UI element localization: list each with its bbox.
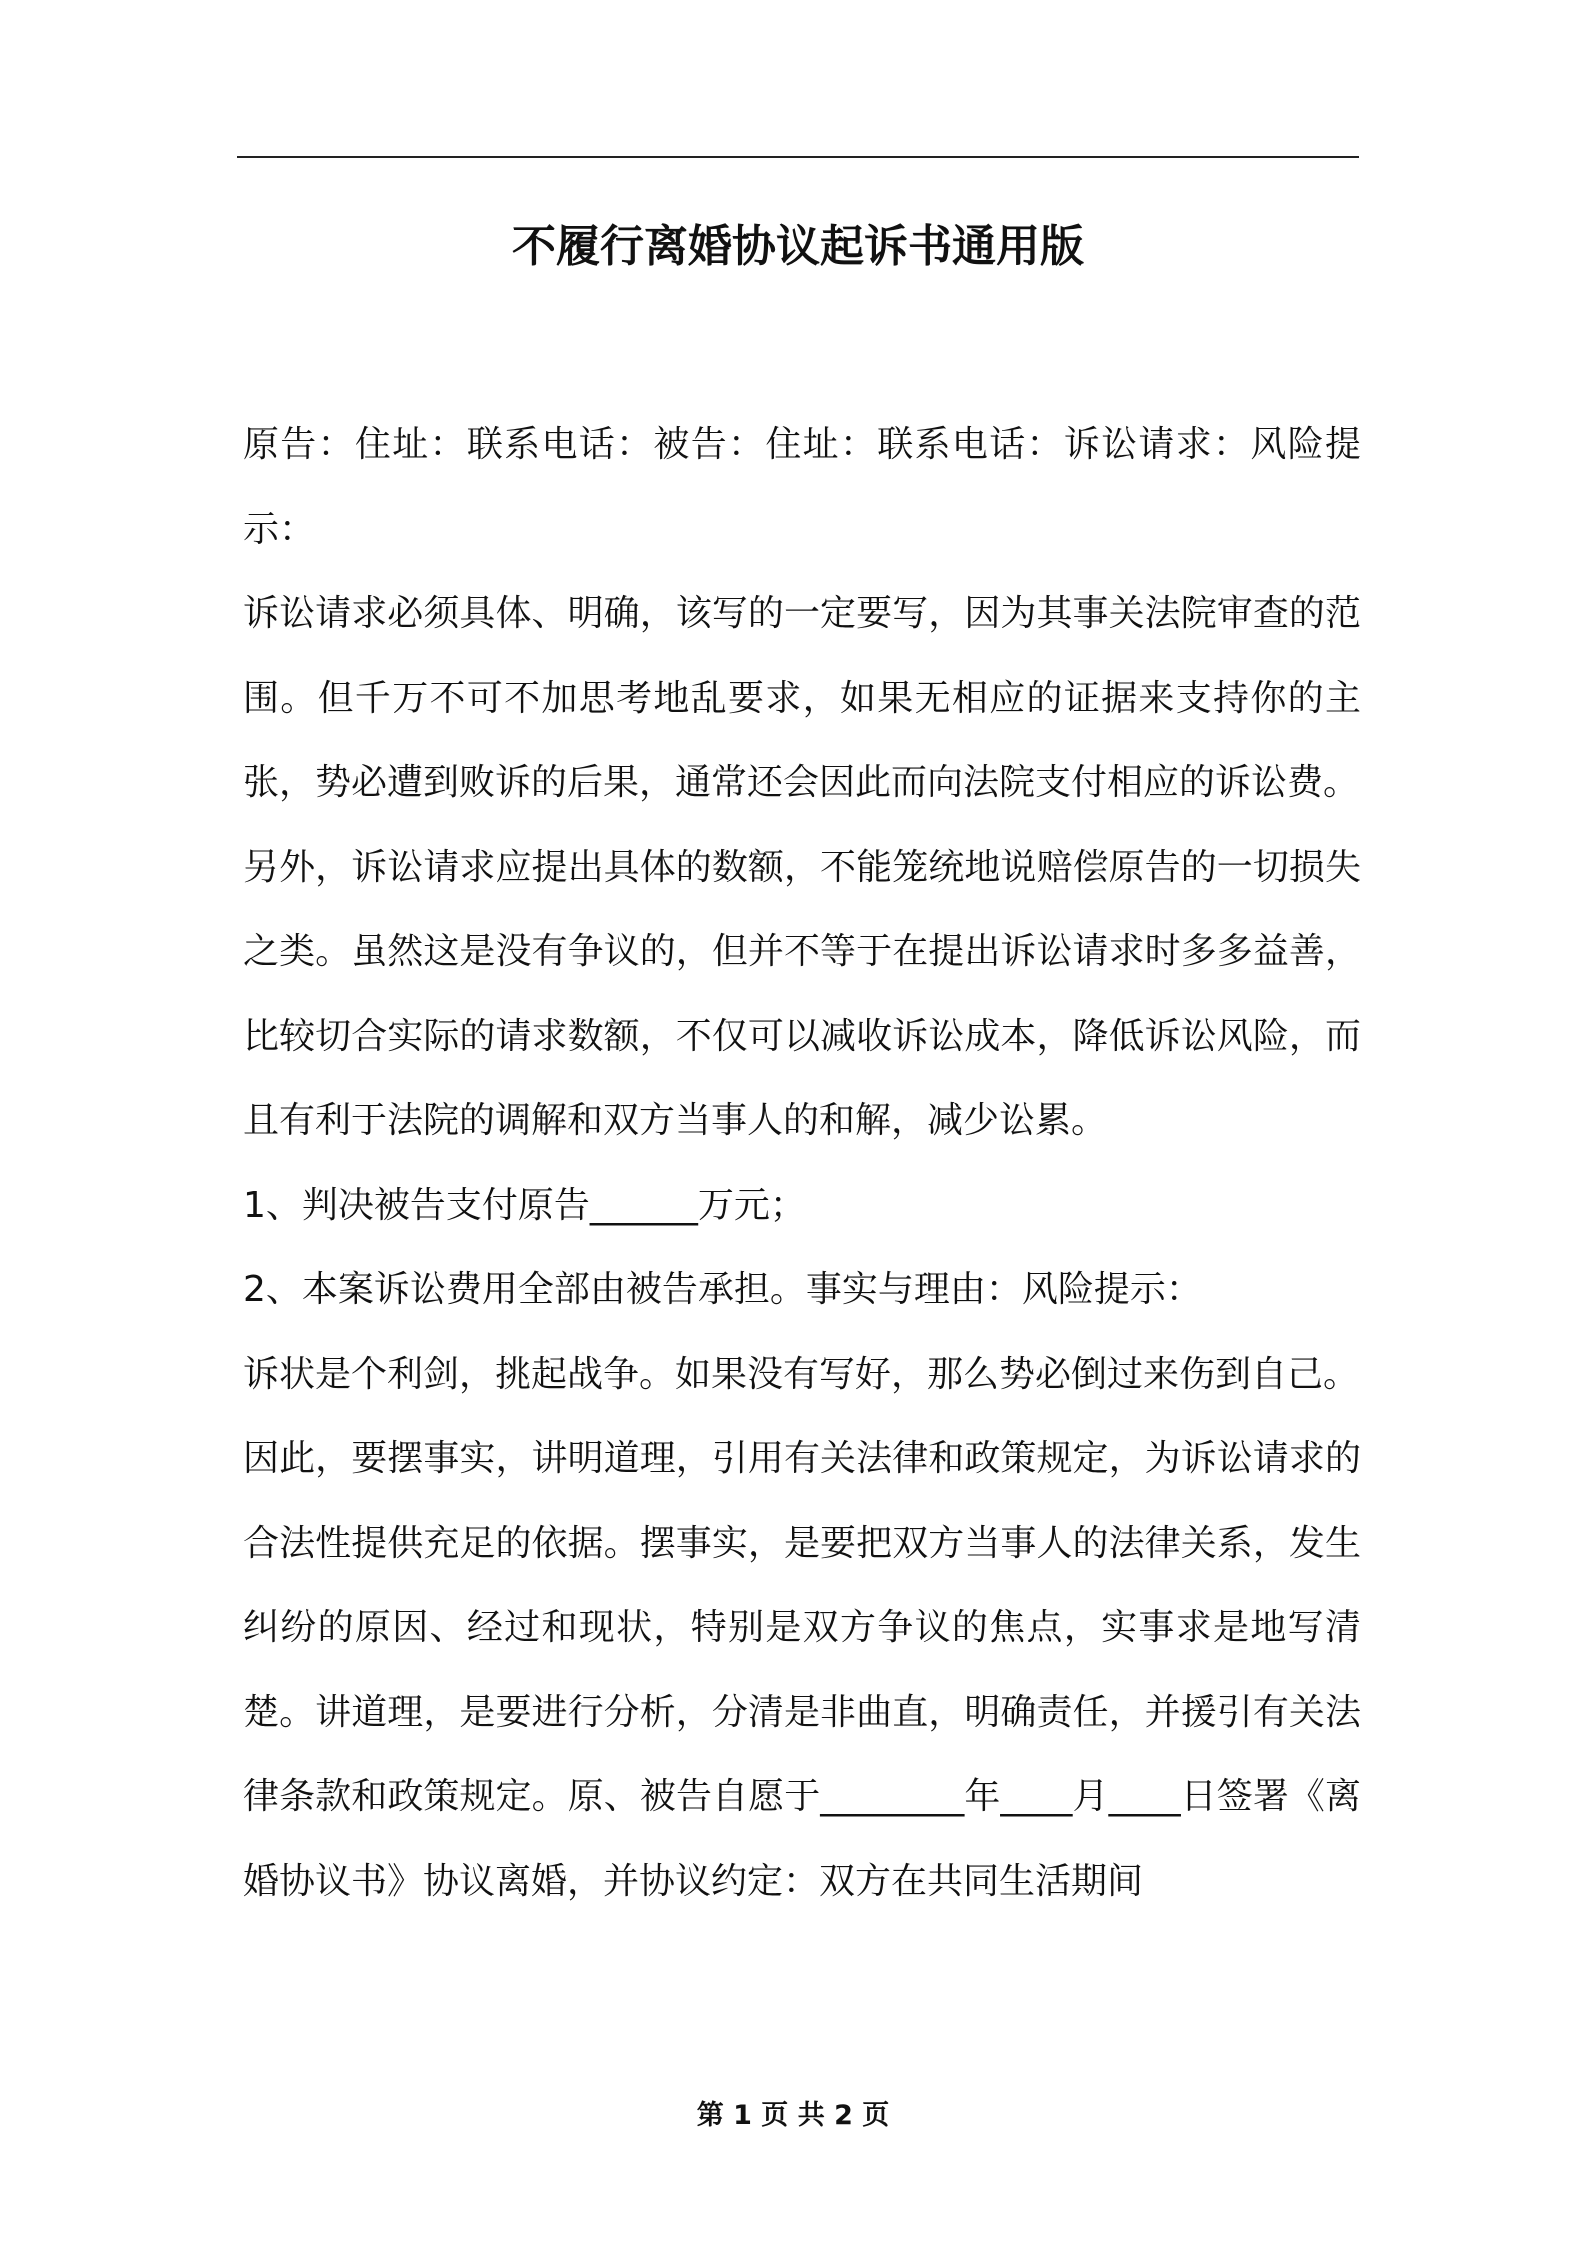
paragraph-parties: 原告：住址：联系电话：被告：住址：联系电话：诉讼请求：风险提示： bbox=[243, 424, 1361, 550]
paragraph-claims-risk: 诉讼请求必须具体、明确，该写的一定要写，因为其事关法院审查的范围。但千万不可不加思考地乱要求，如果无相应的证据来支持你的主张，势必遭到败诉的后果，通常还会因此而向法院支付相应的诉讼费。 bbox=[243, 593, 1361, 803]
paragraph-complaint-warning: 诉状是个利剑，挑起战争。如果没有写好，那么势必倒过来伤到自己。 bbox=[243, 1353, 1360, 1395]
paragraph-claim-2: 2、本案诉讼费用全部由被告承担。事实与理由：风险提示： bbox=[243, 1269, 1202, 1310]
paragraph-claim-1: 1、判决被告支付原告______万元； bbox=[243, 1184, 806, 1226]
header-rule bbox=[237, 156, 1359, 158]
document-body bbox=[243, 403, 1361, 1924]
paragraph-claims-amount: 另外，诉讼请求应提出具体的数额，不能笼统地说赔偿原告的一切损失之类。虽然这是没有争议的，但并不等于在提出诉讼请求时多多益善，比较切合实际的请求数额，不仅可以减收诉讼成本，降低诉讼风险，而且有利于法院的调解和双方当事人的和解，减少讼累。 bbox=[243, 846, 1361, 1141]
document-title: 不履行离婚协议起诉书通用版 bbox=[512, 221, 1084, 272]
paragraph-facts-reasons: 因此，要摆事实，讲明道理，引用有关法律和政策规定，为诉讼请求的合法性提供充足的依据。摆事实，是要把双方当事人的法律关系，发生纠纷的原因、经过和现状，特别是双方争议的焦点，实事求是地写清楚。讲道理，是要进行分析，分清是非曲直，明确责任，并援引有关法律条款和政策规定。原、被告自愿于________年____月____日签署《离婚协议书》协议离婚，并协议约定：双方在共同生活期间 bbox=[243, 1438, 1361, 1902]
page-number-footer: 第 1 页 共 2 页 bbox=[696, 2100, 890, 2131]
